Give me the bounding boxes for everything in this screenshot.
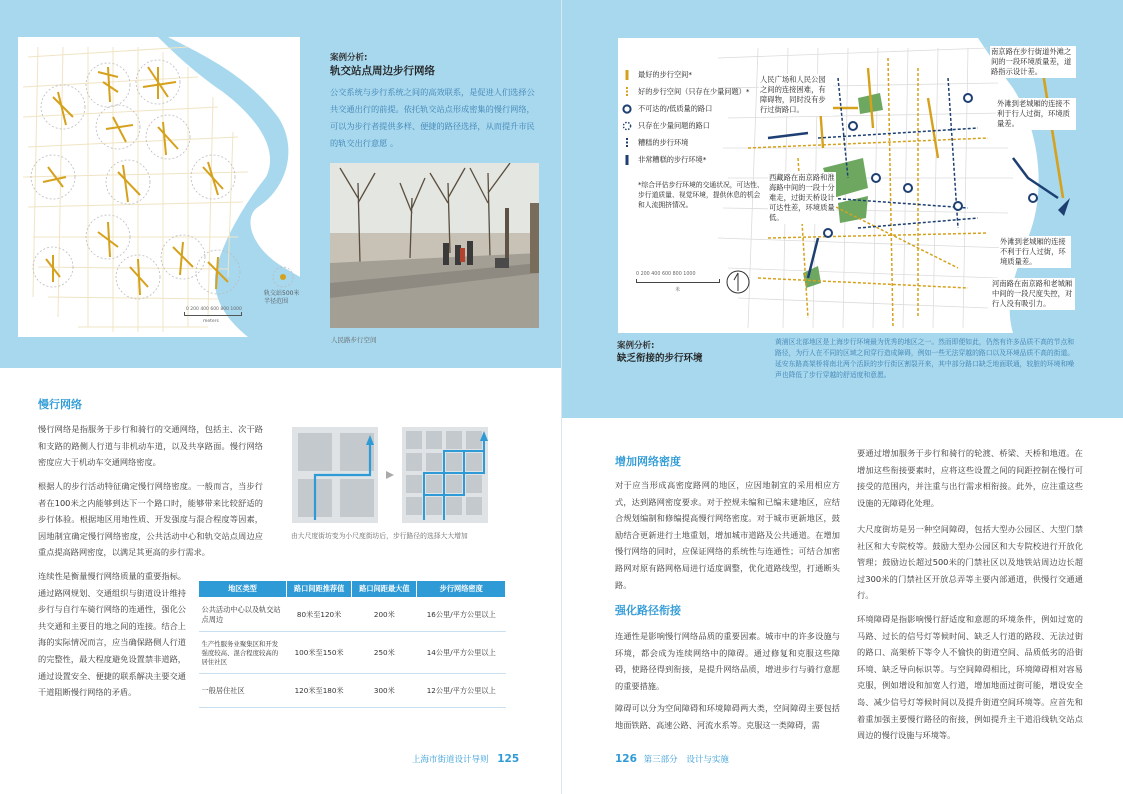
density-table bbox=[198, 580, 506, 708]
density-p1: 对于应当形成高密度路网的地区，应因地制宜的采用相应方式，达到路网密度要求。对于控规未编和已编未建地区，应结合规划编制和修编提高慢行网络密度。对于城市更新地区，鼓励结合更新进行土地重划，增加城市道路及公共通道。在增加慢行网络的同时，应保证网络的系统性与连通性；可结合加密路网对原有路网格局进行适度调整，优化道路线型，打通断头路。 bbox=[615, 480, 840, 590]
ok-path-icon bbox=[622, 87, 632, 97]
annotation-xizang-road: 西藏路在南京路和淮海路中间的一段十分难走，过街天桥设计可达性差，环境质量低。 bbox=[769, 173, 835, 222]
blocked-node-icon bbox=[622, 104, 632, 114]
table-cell: 16公里/平方公里以上 bbox=[417, 598, 506, 632]
table-row bbox=[199, 674, 506, 708]
table-header-row bbox=[199, 581, 506, 598]
slow-network-title: 慢行网络 bbox=[38, 398, 82, 411]
right-case-label: 案例分析: bbox=[617, 341, 655, 351]
legend-note: *综合评估步行环境的交通状况，可达性、步行道质量、视觉环境，提供休息的机会和人流拥挤情况。 bbox=[638, 181, 764, 209]
rail-map-svg bbox=[18, 37, 300, 337]
right-case-title: 缺乏衔接的步行环境 bbox=[617, 353, 703, 364]
rail-station-map bbox=[18, 37, 300, 337]
legend-label: 最好的步行空间* bbox=[638, 70, 692, 79]
connect-title: 强化路径衔接 bbox=[615, 604, 681, 617]
table-cell: 300米 bbox=[352, 674, 417, 708]
rail-map-legend: 轨交站500米半径范围 bbox=[264, 290, 300, 305]
table-cell: 14公里/平方公里以上 bbox=[417, 632, 506, 674]
table-cell: 200米 bbox=[352, 598, 417, 632]
diagram-caption: 由大尺度街坊变为小尺度街坊后，步行路径的选择大大增加 bbox=[291, 532, 468, 540]
map-legend bbox=[622, 70, 772, 170]
table-cell: 80米至120米 bbox=[287, 598, 352, 632]
left-case-title: 轨交站点周边步行网络 bbox=[330, 65, 435, 77]
table-header: 地区类型 bbox=[199, 581, 287, 598]
table-cell: 公共活动中心以及轨交站点周边 bbox=[199, 598, 287, 632]
legend-item bbox=[622, 155, 706, 165]
table-cell: 250米 bbox=[352, 632, 417, 674]
legend-label: 好的步行空间（只存在少量问题）* bbox=[638, 87, 750, 96]
legend-label: 糟糕的步行环境 bbox=[638, 138, 689, 147]
photo-caption: 人民路步行空间 bbox=[331, 336, 377, 344]
legend-item bbox=[622, 87, 749, 97]
legend-label: 只存在少量问题的路口 bbox=[638, 121, 710, 130]
annotation-bund-1: 外滩到老城厢的连接不利于行人过街，环境质量差。 bbox=[996, 98, 1076, 130]
rail-map-scale-unit: meters bbox=[203, 319, 219, 324]
street-photo-svg bbox=[330, 163, 539, 328]
footer-page-number: 125 bbox=[497, 753, 520, 765]
rail-map-scale: 0 200 400 600 800 1000 bbox=[186, 307, 242, 312]
north-arrow-icon bbox=[726, 270, 750, 294]
slow-network-p1: 慢行网络是指服务于步行和骑行的交通网络，包括主、次干路和支路的路侧人行道与非机动车道，以及共享路面。慢行网络密度应大于机动车交通网络密度。 bbox=[38, 424, 263, 468]
left-case-text: 公交系统与步行系统之间的高效联系，是促进人们选择公共交通出行的前提。依托轨交站点形成密集的慢行网络，可以为步行者提供多样、便捷的路径选择，从而提升市民的轨交出行意愿 。 bbox=[330, 87, 535, 148]
legend-item bbox=[622, 70, 692, 80]
good-path-icon bbox=[622, 70, 632, 80]
map-scale-unit: 米 bbox=[675, 287, 681, 293]
table-row bbox=[199, 632, 506, 674]
table-cell: 一般居住社区 bbox=[199, 674, 287, 708]
connect-p2: 障碍可以分为空间障碍和环境障碍两大类，空间障碍主要包括地面铁路、高速公路、河流水系等。克服这一类障碍，需 bbox=[615, 703, 840, 730]
bad-path-icon bbox=[622, 138, 632, 148]
page-gutter bbox=[561, 0, 562, 794]
connect-p1: 连通性是影响慢行网络品质的重要因素。城市中的许多设施与环境，都会成为连续网络中的障碍。通过修复和克服这些障碍，使路径得到衔接，是提升网络品质，增进步行与骑行意愿的重要措施。 bbox=[615, 631, 840, 691]
table-header: 步行网络密度 bbox=[417, 581, 506, 598]
density-title: 增加网络密度 bbox=[615, 455, 681, 468]
footer-part: 第三部分 bbox=[643, 755, 678, 765]
connect-p3: 要通过增加服务于步行和骑行的轮渡、桥梁、天桥和地道。在增加这些衔接要素时，应将这些设置之间的间距控制在慢行可接受的范围内，并注重与出行需求相衔接。此外，应注重这些设施的无障碍化处理。 bbox=[857, 448, 1083, 508]
footer-left bbox=[412, 753, 519, 765]
connect-p4: 大尺度街坊是另一种空间障碍，包括大型办公园区、大型门禁社区和大专院校等。鼓励大型办公园区和大专院校进行开放化管理；鼓励边长超过500米的门禁社区以及地铁站周边边长超过300米的门禁社区开放总弄等主要内部通道，供慢行交通通行。 bbox=[857, 524, 1083, 601]
street-photo bbox=[330, 163, 539, 328]
footer-page-number: 126 bbox=[615, 753, 637, 765]
table-cell: 100米至150米 bbox=[287, 632, 352, 674]
table-header: 路口间距推荐值 bbox=[287, 581, 352, 598]
rail-map-scalebar bbox=[184, 312, 242, 316]
map-scale: 0 200 400 600 800 1000 bbox=[636, 272, 696, 277]
footer-right bbox=[615, 753, 729, 765]
table-row bbox=[199, 598, 506, 632]
legend-item bbox=[622, 121, 710, 131]
left-case-label: 案例分析: bbox=[330, 53, 368, 63]
network-density-table bbox=[198, 580, 506, 708]
annotation-henan-road: 河南路在南京路和老城厢中间的一段尺度失控，对行人没有吸引力。 bbox=[991, 278, 1075, 310]
annotation-bund-2: 外滩到老城厢的连接不利于行人过街，环境质量差。 bbox=[999, 236, 1071, 268]
block-diagram-svg bbox=[290, 425, 490, 525]
legend-label: 不可达的/低质量的路口 bbox=[638, 104, 713, 113]
table-header: 路口间距最大值 bbox=[352, 581, 417, 598]
footer-book-title: 上海市街道设计导则 bbox=[412, 755, 489, 765]
connect-p5: 环境障碍是指影响慢行舒适度和意愿的环境条件，例如过宽的马路、过长的信号灯等候时间、缺乏人行道的路段、无法过街的路口、高架桥下等令人不愉快的街道空间、品质低劣的沿街环境、缺乏导向标识等。与空间障碍相比，环境障碍相对容易克服，例如增设和加宽人行道，增加地面过街可能，增设安全岛、减少信号灯等候时间以及提升街道空间环境等。应首先和着重加强主要慢行路径的衔接，例如提升主干道沿线轨交站点周边的慢行设施与环境等。 bbox=[857, 614, 1083, 741]
minor-node-icon bbox=[622, 121, 632, 131]
legend-item bbox=[622, 104, 712, 114]
table-cell: 生产性服务业聚集区和开发强度较高、混合程度较高的居住社区 bbox=[199, 632, 287, 674]
table-cell: 120米至180米 bbox=[287, 674, 352, 708]
block-diagram bbox=[290, 425, 490, 525]
annotation-nanjing-road: 南京路在步行街道外滩之间的一段环境质量差，道路指示设计差。 bbox=[990, 46, 1076, 78]
footer-section-title: 设计与实施 bbox=[686, 755, 729, 765]
slow-network-p3: 连续性是衡量慢行网络质量的重要指标。通过路网规划、交通组织与街道设计维持步行与自行车骑行网络的连通性，强化公共交通和主要目的地之间的连接。结合上海的实际情况而言，应当确保路侧人行道的完整性，最大程度避免设置禁非道路，通过设置安全、便捷的联系解决主要交通干道阻断慢行网络的矛盾。 bbox=[38, 571, 186, 698]
map-scalebar bbox=[636, 279, 720, 283]
legend-item bbox=[622, 138, 688, 148]
very-bad-path-icon bbox=[622, 155, 632, 165]
table-cell: 12公里/平方公里以上 bbox=[417, 674, 506, 708]
legend-label: 非常糟糕的步行环境* bbox=[638, 155, 707, 164]
right-case-text: 黄浦区北部地区是上海步行环境最为优秀的地区之一。然而即便如此，仍然有许多品质不高的节点和路径，为行人在不同的区域之间穿行造成障碍，例如一些无法穿越的路口以及环境品质不高的街道。延安东路高架桥将南北两个活跃的步行街区割裂开来，其中部分路口缺乏地面联通，较脏的环境和噪声也降低了步行穿越的舒适度和意愿。 bbox=[775, 338, 1075, 379]
slow-network-p2: 根据人的步行活动特征确定慢行网络密度。一般而言，当步行者在100米之内能够到达下一个路口时，能够带来比较舒适的步行体验。根据地区用地性质、开发强度与混合程度等因素，因地制宜确定慢行网络密度，公共活动中心和轨交站点周边应重点提高路网密度，以满足其更高的步行需求。 bbox=[38, 481, 263, 558]
annotation-people-square: 人民广场和人民公园之间的连接困难，有障碍物，同时没有步行过街路口。 bbox=[759, 74, 833, 116]
